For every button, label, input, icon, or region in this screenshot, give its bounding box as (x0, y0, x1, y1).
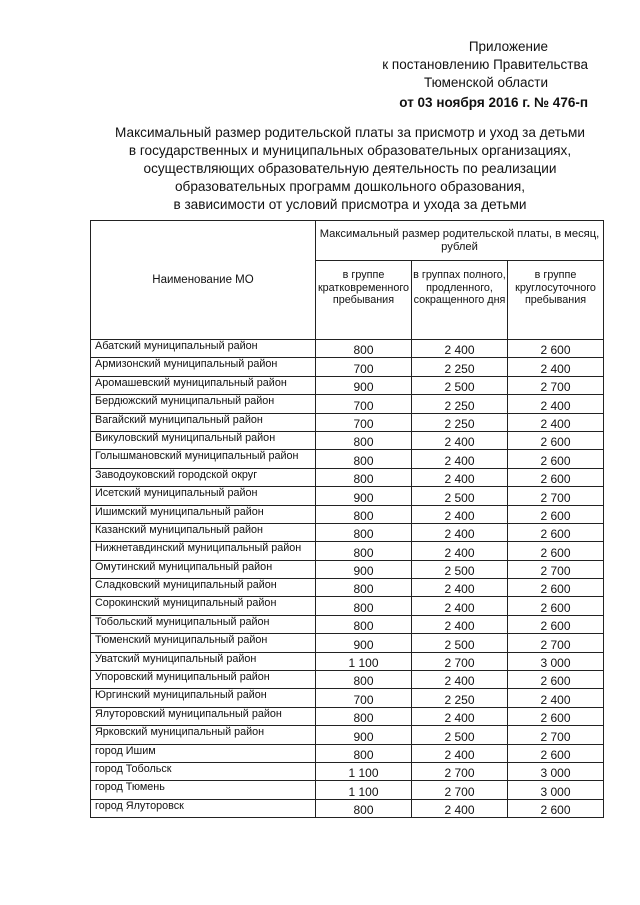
full-day-fee-cell: 2 500 (412, 376, 508, 394)
round-the-clock-fee-cell: 3 000 (508, 781, 604, 799)
full-day-fee-cell: 2 500 (412, 726, 508, 744)
short-stay-fee-cell: 800 (316, 505, 412, 523)
short-stay-fee-cell: 800 (316, 615, 412, 633)
full-day-fee-cell: 2 400 (412, 671, 508, 689)
mo-name-cell: Нижнетавдинский муниципальный район (91, 542, 316, 560)
short-stay-fee-cell: 800 (316, 523, 412, 541)
short-stay-fee-cell: 800 (316, 468, 412, 486)
table-row (91, 579, 604, 597)
round-the-clock-fee-cell: 2 400 (508, 358, 604, 376)
short-stay-fee-cell: 1 100 (316, 781, 412, 799)
round-the-clock-fee-cell: 2 600 (508, 505, 604, 523)
round-the-clock-fee-cell: 2 700 (508, 634, 604, 652)
mo-name-cell: Уватский муниципальный район (91, 652, 316, 670)
mo-name-cell: Юргинский муниципальный район (91, 689, 316, 707)
table-row (91, 450, 604, 468)
table-row (91, 542, 604, 560)
mo-name-cell: Вагайский муниципальный район (91, 413, 316, 431)
mo-name-cell: Ишимский муниципальный район (91, 505, 316, 523)
full-day-fee-cell: 2 250 (412, 358, 508, 376)
round-the-clock-fee-cell: 2 600 (508, 597, 604, 615)
mo-name-cell: Исетский муниципальный район (91, 487, 316, 505)
full-day-fee-cell: 2 250 (412, 413, 508, 431)
round-the-clock-fee-cell: 2 600 (508, 799, 604, 817)
full-day-fee-cell: 2 400 (412, 431, 508, 449)
header-full-day: в группах полного, продленного, сокращенного дня (412, 261, 508, 340)
short-stay-fee-cell: 800 (316, 671, 412, 689)
table-row (91, 395, 604, 413)
short-stay-fee-cell: 700 (316, 358, 412, 376)
round-the-clock-fee-cell: 2 400 (508, 395, 604, 413)
title-line: в государственных и муниципальных образовательных организациях, (128, 143, 572, 158)
short-stay-fee-cell: 900 (316, 560, 412, 578)
full-day-fee-cell: 2 400 (412, 615, 508, 633)
round-the-clock-fee-cell: 3 000 (508, 762, 604, 780)
round-the-clock-fee-cell: 2 600 (508, 542, 604, 560)
annex-reference: к постановлению Правительства (382, 57, 588, 72)
table-row (91, 615, 604, 633)
mo-name-cell: Казанский муниципальный район (91, 523, 316, 541)
document-title (60, 124, 640, 214)
round-the-clock-fee-cell: 2 400 (508, 413, 604, 431)
annex-date-number: от 03 ноября 2016 г. № 476-п (399, 95, 588, 110)
full-day-fee-cell: 2 500 (412, 560, 508, 578)
header-mo-name: Наименование МО (91, 221, 316, 340)
table-row (91, 762, 604, 780)
title-line: Максимальный размер родительской платы за присмотр и уход за детьми (115, 125, 585, 140)
round-the-clock-fee-cell: 2 600 (508, 707, 604, 725)
mo-name-cell: Викуловский муниципальный район (91, 431, 316, 449)
title-line: осуществляющих образовательную деятельность по реализации (143, 161, 557, 176)
short-stay-fee-cell: 1 100 (316, 652, 412, 670)
table-row (91, 707, 604, 725)
full-day-fee-cell: 2 700 (412, 781, 508, 799)
mo-name-cell: Аромашевский муниципальный район (91, 376, 316, 394)
mo-name-cell: Голышмановский муниципальный район (91, 450, 316, 468)
full-day-fee-cell: 2 250 (412, 689, 508, 707)
mo-name-cell: Сорокинский муниципальный район (91, 597, 316, 615)
full-day-fee-cell: 2 250 (412, 395, 508, 413)
table-row (91, 726, 604, 744)
mo-name-cell: Омутинский муниципальный район (91, 560, 316, 578)
full-day-fee-cell: 2 400 (412, 707, 508, 725)
table-row (91, 505, 604, 523)
round-the-clock-fee-cell: 2 700 (508, 560, 604, 578)
short-stay-fee-cell: 800 (316, 707, 412, 725)
table-row (91, 652, 604, 670)
full-day-fee-cell: 2 700 (412, 762, 508, 780)
short-stay-fee-cell: 1 100 (316, 762, 412, 780)
round-the-clock-fee-cell: 2 600 (508, 615, 604, 633)
annex-label: Приложение (468, 39, 548, 54)
round-the-clock-fee-cell: 2 600 (508, 340, 604, 358)
table-row (91, 671, 604, 689)
short-stay-fee-cell: 800 (316, 744, 412, 762)
round-the-clock-fee-cell: 2 600 (508, 671, 604, 689)
table-row (91, 523, 604, 541)
short-stay-fee-cell: 900 (316, 634, 412, 652)
mo-name-cell: Заводоуковский городской округ (91, 468, 316, 486)
full-day-fee-cell: 2 400 (412, 340, 508, 358)
table-row (91, 468, 604, 486)
mo-name-cell: Тобольский муниципальный район (91, 615, 316, 633)
full-day-fee-cell: 2 400 (412, 505, 508, 523)
round-the-clock-fee-cell: 2 700 (508, 487, 604, 505)
header-round-the-clock: в группе круглосуточного пребывания (508, 261, 604, 340)
table-row (91, 358, 604, 376)
table-row (91, 413, 604, 431)
mo-name-cell: Сладковский муниципальный район (91, 579, 316, 597)
short-stay-fee-cell: 800 (316, 542, 412, 560)
title-line: образовательных программ дошкольного образования, (174, 179, 526, 194)
header-max-fee: Максимальный размер родительской платы, в месяц, рублей (316, 221, 604, 261)
round-the-clock-fee-cell: 2 600 (508, 431, 604, 449)
full-day-fee-cell: 2 500 (412, 634, 508, 652)
table-row (91, 689, 604, 707)
mo-name-cell: город Тюмень (91, 781, 316, 799)
short-stay-fee-cell: 700 (316, 395, 412, 413)
short-stay-fee-cell: 800 (316, 340, 412, 358)
round-the-clock-fee-cell: 2 600 (508, 744, 604, 762)
short-stay-fee-cell: 700 (316, 413, 412, 431)
table-row (91, 597, 604, 615)
round-the-clock-fee-cell: 2 700 (508, 376, 604, 394)
short-stay-fee-cell: 700 (316, 689, 412, 707)
mo-name-cell: город Тобольск (91, 762, 316, 780)
short-stay-fee-cell: 800 (316, 597, 412, 615)
short-stay-fee-cell: 900 (316, 726, 412, 744)
mo-name-cell: Абатский муниципальный район (91, 340, 316, 358)
short-stay-fee-cell: 800 (316, 450, 412, 468)
mo-name-cell: город Ялуторовск (91, 799, 316, 817)
short-stay-fee-cell: 800 (316, 431, 412, 449)
round-the-clock-fee-cell: 2 600 (508, 450, 604, 468)
table-row (91, 781, 604, 799)
round-the-clock-fee-cell: 2 600 (508, 579, 604, 597)
round-the-clock-fee-cell: 2 600 (508, 468, 604, 486)
header-short-stay: в группе кратковременного пребывания (316, 261, 412, 340)
mo-name-cell: Ялуторовский муниципальный район (91, 707, 316, 725)
table-row (91, 799, 604, 817)
full-day-fee-cell: 2 500 (412, 487, 508, 505)
short-stay-fee-cell: 800 (316, 579, 412, 597)
annex-header (382, 38, 588, 112)
short-stay-fee-cell: 900 (316, 487, 412, 505)
full-day-fee-cell: 2 400 (412, 744, 508, 762)
full-day-fee-cell: 2 400 (412, 579, 508, 597)
fees-table (90, 220, 604, 818)
short-stay-fee-cell: 800 (316, 799, 412, 817)
title-line: в зависимости от условий присмотра и ухода за детьми (173, 197, 527, 212)
mo-name-cell: Бердюжский муниципальный район (91, 395, 316, 413)
table-row (91, 634, 604, 652)
mo-name-cell: город Ишим (91, 744, 316, 762)
round-the-clock-fee-cell: 3 000 (508, 652, 604, 670)
full-day-fee-cell: 2 400 (412, 597, 508, 615)
full-day-fee-cell: 2 400 (412, 542, 508, 560)
annex-authority: Тюменской области (424, 75, 548, 90)
mo-name-cell: Ярковский муниципальный район (91, 726, 316, 744)
table-row (91, 487, 604, 505)
table-row (91, 431, 604, 449)
table-row (91, 744, 604, 762)
full-day-fee-cell: 2 400 (412, 450, 508, 468)
round-the-clock-fee-cell: 2 400 (508, 689, 604, 707)
round-the-clock-fee-cell: 2 600 (508, 523, 604, 541)
mo-name-cell: Армизонский муниципальный район (91, 358, 316, 376)
round-the-clock-fee-cell: 2 700 (508, 726, 604, 744)
full-day-fee-cell: 2 700 (412, 652, 508, 670)
full-day-fee-cell: 2 400 (412, 468, 508, 486)
fees-table-body (91, 340, 604, 818)
short-stay-fee-cell: 900 (316, 376, 412, 394)
table-row (91, 560, 604, 578)
full-day-fee-cell: 2 400 (412, 799, 508, 817)
table-row (91, 340, 604, 358)
table-row (91, 376, 604, 394)
mo-name-cell: Упоровский муниципальный район (91, 671, 316, 689)
mo-name-cell: Тюменский муниципальный район (91, 634, 316, 652)
full-day-fee-cell: 2 400 (412, 523, 508, 541)
